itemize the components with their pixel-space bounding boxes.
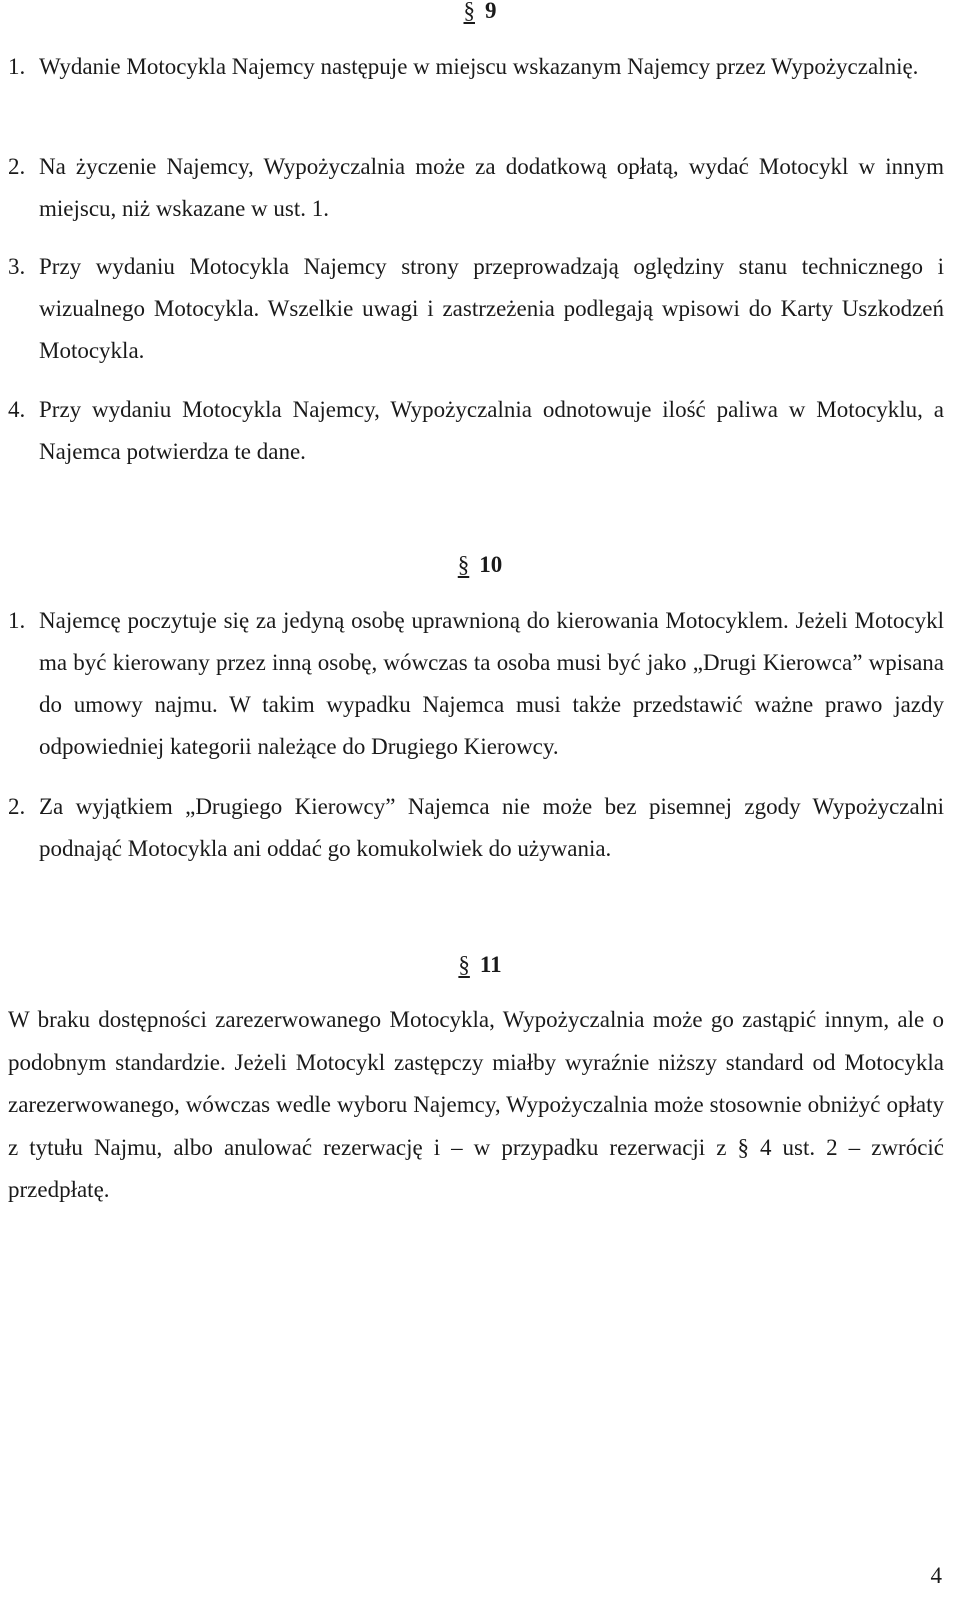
item-text: Na życzenie Najemcy, Wypożyczalnia może za dodatkową opłatą, wydać Motocykl w innym miejscu, niż wskazane w ust. 1.	[39, 154, 944, 221]
item-number: 1.	[8, 608, 26, 633]
item-number: 1.	[8, 54, 26, 79]
section-symbol: §	[463, 0, 475, 23]
section-heading-11	[0, 950, 960, 980]
section-number: 10	[479, 552, 503, 577]
item-number: 2.	[8, 794, 26, 819]
section-number: 9	[485, 0, 497, 23]
section-heading-9	[0, 0, 960, 26]
list-item	[8, 246, 944, 372]
list-item	[8, 146, 944, 230]
page-number: 4	[930, 1563, 942, 1588]
item-text: Wydanie Motocykla Najemcy następuje w miejscu wskazanym Najemcy przez Wypożyczalnię.	[39, 54, 919, 79]
list-item	[8, 389, 944, 473]
section-symbol: §	[458, 952, 470, 977]
item-text: Przy wydaniu Motocykla Najemcy strony przeprowadzają oględziny stanu technicznego i wizualnego Motocykla. Wszelkie uwagi i zastrzeżenia podlegają wpisowi do Karty Uszkodzeń Motocykla.	[39, 254, 944, 363]
item-text: Za wyjątkiem „Drugiego Kierowcy” Najemca nie może bez pisemnej zgody Wypożyczalni podnająć Motocykla ani oddać go komukolwiek do używania.	[39, 794, 944, 861]
item-number: 2.	[8, 154, 26, 179]
item-number: 4.	[8, 397, 26, 422]
section-paragraph: W braku dostępności zarezerwowanego Motocykla, Wypożyczalnia może go zastąpić innym, ale o podobnym standardzie. Jeżeli Motocykl zastępczy miałby wyraźnie niższy standard od Motocykla zarezerwowanego, wówczas wedle wyboru Najemcy, Wypożyczalnia może stosownie obniżyć opłaty z tytułu Najmu, albo anulować rezerwację i – w przypadku rezerwacji z § 4 ust. 2 – zwrócić przedpłatę.	[8, 1007, 944, 1202]
list-item	[8, 786, 944, 870]
item-number: 3.	[8, 254, 26, 279]
item-text: Przy wydaniu Motocykla Najemcy, Wypożyczalnia odnotowuje ilość paliwa w Motocyklu, a Najemca potwierdza te dane.	[39, 397, 944, 464]
list-item	[8, 46, 944, 88]
item-text: Najemcę poczytuje się za jedyną osobę uprawnioną do kierowania Motocyklem. Jeżeli Motocykl ma być kierowany przez inną osobę, wówczas ta osoba musi być jako „Drugi Kierowca” wpisana do umowy najmu. W takim wypadku Najemca musi także przedstawić ważne prawo jazdy odpowiedniej kategorii należące do Drugiego Kierowcy.	[39, 608, 944, 759]
list-item	[8, 600, 944, 768]
section-symbol: §	[457, 552, 470, 577]
section-number: 11	[479, 952, 502, 977]
section-heading-10	[0, 550, 960, 580]
